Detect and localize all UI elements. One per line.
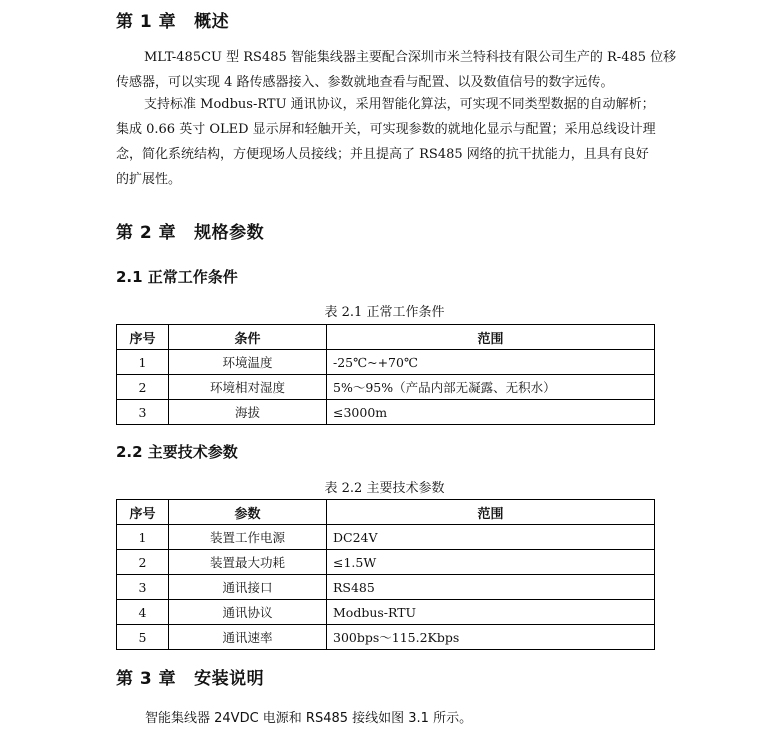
chapter-1-heading xyxy=(116,7,229,32)
cell-range: Modbus-RTU xyxy=(327,600,655,625)
table-2-1-caption: 表 2.1 正常工作条件 xyxy=(324,305,445,320)
cell-index: 3 xyxy=(117,575,169,600)
paragraph-line: 传感器，可以实现 4 路传感器接入、参数就地查看与配置、以及数值信号的数字远传。 xyxy=(116,75,614,90)
paragraph-line: 支持标准 Modbus-RTU 通讯协议，采用智能化算法，可实现不同类型数据的自动解析； xyxy=(144,97,655,112)
section-2-2-heading: 2.2 主要技术参数 xyxy=(116,443,238,461)
paragraph-line: 集成 0.66 英寸 OLED 显示屏和轻触开关，可实现参数的就地化显示与配置；采用总线设计理 xyxy=(116,122,656,137)
cell-range: 300bps～115.2Kbps xyxy=(327,625,655,650)
cell-index: 1 xyxy=(117,350,169,375)
cell-parameter: 装置最大功耗 xyxy=(169,550,327,575)
table-row xyxy=(117,550,655,575)
chapter-3-heading xyxy=(116,664,264,689)
table-header-row xyxy=(117,325,655,350)
cell-range: DC24V xyxy=(327,525,655,550)
table-row xyxy=(117,375,655,400)
section-2-1-heading: 2.1 正常工作条件 xyxy=(116,268,238,286)
chapter-2-title: 规格参数 xyxy=(194,223,265,243)
cell-condition: 环境相对湿度 xyxy=(169,375,327,400)
cell-condition: 海拔 xyxy=(169,400,327,425)
cell-range: ≤1.5W xyxy=(327,550,655,575)
header-parameter: 参数 xyxy=(169,500,327,525)
header-range: 范围 xyxy=(327,325,655,350)
cell-parameter: 通讯接口 xyxy=(169,575,327,600)
chapter-1-title: 概述 xyxy=(194,12,230,32)
table-row xyxy=(117,625,655,650)
cell-index: 1 xyxy=(117,525,169,550)
cell-parameter: 装置工作电源 xyxy=(169,525,327,550)
cell-range: ≤3000m xyxy=(327,400,655,425)
table-row xyxy=(117,600,655,625)
header-index: 序号 xyxy=(117,500,169,525)
cell-parameter: 通讯协议 xyxy=(169,600,327,625)
chapter-1-number: 第 1 章 xyxy=(116,12,177,32)
table-2-2-caption: 表 2.2 主要技术参数 xyxy=(324,481,445,496)
table-row xyxy=(117,525,655,550)
chapter-3-text: 智能集线器 24VDC 电源和 RS485 接线如图 3.1 所示。 xyxy=(145,711,473,726)
table-row xyxy=(117,350,655,375)
header-condition: 条件 xyxy=(169,325,327,350)
table-technical-parameters xyxy=(116,499,655,650)
table-row xyxy=(117,400,655,425)
table-row xyxy=(117,575,655,600)
cell-index: 4 xyxy=(117,600,169,625)
chapter-1-paragraph-2 xyxy=(116,92,664,192)
header-range: 范围 xyxy=(327,500,655,525)
chapter-2-number: 第 2 章 xyxy=(116,223,177,243)
header-index: 序号 xyxy=(117,325,169,350)
cell-index: 5 xyxy=(117,625,169,650)
chapter-1-paragraph-1 xyxy=(116,45,677,95)
cell-range: 5%～95%（产品内部无凝露、无积水） xyxy=(327,375,655,400)
cell-range: -25℃~+70℃ xyxy=(327,350,655,375)
cell-condition: 环境温度 xyxy=(169,350,327,375)
cell-range: RS485 xyxy=(327,575,655,600)
cell-parameter: 通讯速率 xyxy=(169,625,327,650)
chapter-2-heading xyxy=(116,218,264,243)
table-working-conditions xyxy=(116,324,655,425)
cell-index: 2 xyxy=(117,375,169,400)
cell-index: 2 xyxy=(117,550,169,575)
table-header-row xyxy=(117,500,655,525)
paragraph-line: 念，简化系统结构，方便现场人员接线；并且提高了 RS485 网络的抗干扰能力，且具有良好 xyxy=(116,147,649,162)
paragraph-line: MLT-485CU 型 RS485 智能集线器主要配合深圳市米兰特科技有限公司生产的 R-485 位移 xyxy=(144,50,677,65)
chapter-3-number: 第 3 章 xyxy=(116,669,177,689)
chapter-3-title: 安装说明 xyxy=(194,669,265,689)
paragraph-line: 的扩展性。 xyxy=(116,172,182,187)
cell-index: 3 xyxy=(117,400,169,425)
